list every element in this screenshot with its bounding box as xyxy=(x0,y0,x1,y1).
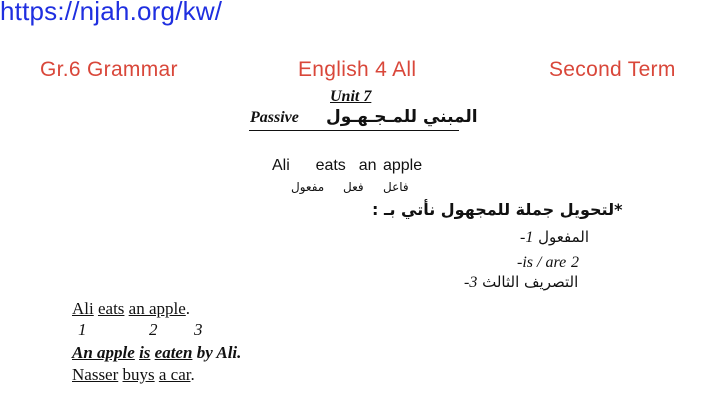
active-example-2 xyxy=(72,365,195,385)
number-3: 3 xyxy=(194,320,203,339)
ex1-subject: Ali xyxy=(72,299,94,318)
passive-participle: eaten xyxy=(154,343,193,362)
passive-rest: by Ali. xyxy=(196,343,242,362)
step-3-text: التصريف الثالث xyxy=(482,273,579,291)
ex2-object: a car xyxy=(158,365,191,384)
number-2: 2 xyxy=(149,320,158,339)
step-1-number: 1- xyxy=(520,229,534,246)
book-title: English 4 All xyxy=(298,58,417,81)
rule-title: *لتحويل جملة للمجهول نأتي بـ : xyxy=(372,200,623,219)
example-sentence xyxy=(272,157,422,175)
topic-arabic: المبني للمـجـهـول xyxy=(326,107,478,127)
passive-aux: is xyxy=(139,343,151,362)
example-verb: eats xyxy=(315,157,346,174)
position-numbers xyxy=(78,320,203,340)
ex2-subject: Nasser xyxy=(72,365,119,384)
step-1 xyxy=(520,228,589,247)
unit-title: Unit 7 xyxy=(330,88,372,105)
step-3-number: 3- xyxy=(464,274,478,291)
ex2-end: . xyxy=(190,365,195,384)
example-object: an apple xyxy=(358,157,423,174)
passive-object: An apple xyxy=(72,343,135,362)
example-subject: Ali xyxy=(272,157,290,174)
site-url-link[interactable]: https://njah.org/kw/ xyxy=(0,0,223,26)
step-2-number: 2- xyxy=(517,254,579,271)
grade-label: Gr.6 Grammar xyxy=(40,58,178,81)
passive-example-1 xyxy=(72,343,241,363)
number-1: 1 xyxy=(78,320,87,339)
active-example-1 xyxy=(72,299,190,319)
ex1-object: an apple xyxy=(128,299,186,318)
step-3 xyxy=(464,273,578,292)
step-2 xyxy=(517,253,579,272)
ex1-end: . xyxy=(185,299,191,318)
ex2-verb: buys xyxy=(122,365,155,384)
term-label: Second Term xyxy=(549,58,676,81)
topic-english: Passive xyxy=(250,109,299,126)
step-1-text: المفعول xyxy=(538,228,589,246)
ex1-verb: eats xyxy=(97,299,125,318)
role-verb: فعل xyxy=(343,180,364,194)
role-subject: فاعل xyxy=(383,180,409,194)
step-2-text: is / are xyxy=(522,254,567,271)
role-object: مفعول xyxy=(291,180,325,194)
